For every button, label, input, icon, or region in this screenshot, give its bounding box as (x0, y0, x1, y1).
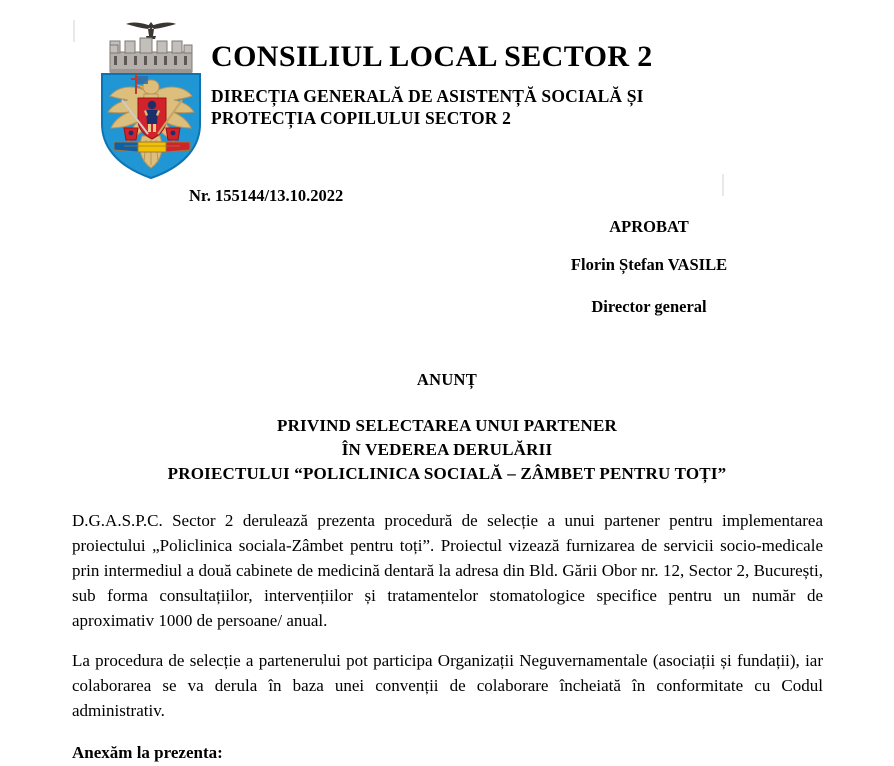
annex-intro-line: Anexăm la prezenta: (72, 742, 223, 762)
announcement-subject (0, 414, 894, 486)
subject-line-3: PROIECTULUI “POLICLINICA SOCIALĂ – ZÂMBET PENTRU TOȚI” (167, 464, 727, 484)
body-paragraph-1: D.G.A.S.P.C. Sector 2 derulează prezenta procedură de selecție a unui partener pentru implementarea proiectului „Policlinica sociala-Zâmbet pentru toți”. Proiectul vizează furnizarea de servicii socio-medicale prin intermediul a două cabinete de medicină dentară la adresa din Bld. Gării Obor nr. 12, Sector 2, București, sub forma consultațiilor, intervențiilor și tratamentelor stomatologice specifice pentru un număr de aproximativ 1000 de persoane/ anual. (72, 511, 823, 630)
organization-name: CONSILIUL LOCAL SECTOR 2 (211, 40, 653, 73)
organization-titles (211, 40, 771, 129)
registration-number: Nr. 155144/13.10.2022 (189, 186, 344, 205)
announcement-heading: ANUNȚ (416, 370, 478, 389)
approval-signatory-name: Florin Ștefan VASILE (570, 254, 728, 274)
department-line-2: PROTECȚIA COPILULUI SECTOR 2 (211, 107, 511, 128)
bucharest-coat-of-arms-icon (88, 16, 214, 180)
approval-label: APROBAT (609, 217, 689, 236)
subject-line-1: PRIVIND SELECTAREA UNUI PARTENER (276, 416, 618, 435)
subject-line-2: ÎN VEDEREA DERULĂRII (341, 440, 553, 460)
approval-signatory-role: Director general (591, 297, 707, 316)
document-body (72, 509, 823, 766)
approval-block (474, 219, 824, 316)
department-name (211, 85, 771, 130)
department-line-1: DIRECȚIA GENERALĂ DE ASISTENȚĂ SOCIALĂ ȘI (211, 85, 644, 106)
body-paragraph-2: La procedura de selecție a partenerului pot participa Organizații Neguvernamentale (asociații și fundații), iar colaborarea se va derula în baza unei convenții de colaborare încheiată în conformitate cu Codul administrativ. (72, 650, 823, 720)
letterhead (0, 0, 894, 185)
